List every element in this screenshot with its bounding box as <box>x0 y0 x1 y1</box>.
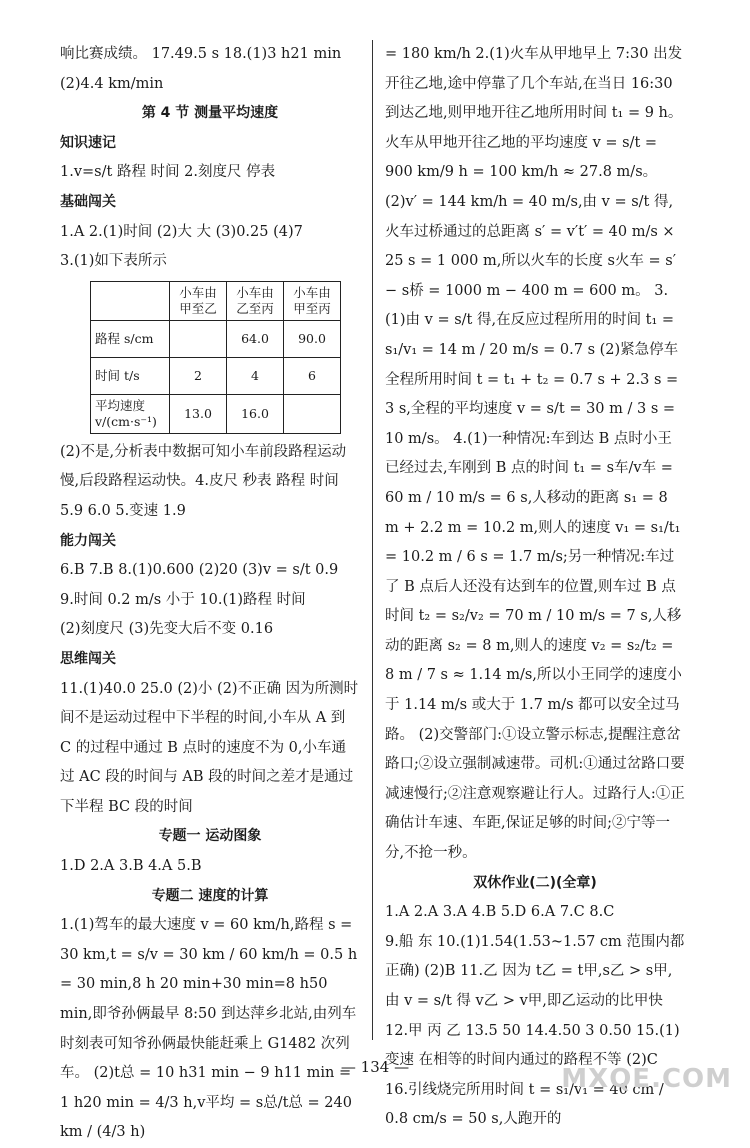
answer-line: 9.时间 0.2 m/s 小于 10.(1)路程 时间 <box>60 591 306 608</box>
table-cell: 6 <box>284 357 341 394</box>
left-column <box>60 40 360 1148</box>
table-row <box>91 357 341 394</box>
subheading-ability: 能力闯关 <box>60 532 116 549</box>
table-cell: 90.0 <box>284 320 341 357</box>
table-row <box>91 320 341 357</box>
table-cell: 时间 t/s <box>91 357 170 394</box>
answer-paragraph: = 180 km/h 2.(1)火车从甲地早上 7:30 出发开往乙地,途中停靠了几个车站,在当日 16:30 到达乙地,则甲地开往乙地所用时间 t₁ = 9 h。火车从甲地开往乙地的平均速度 v = s/t = 900 km/9 h = 100 km/h ≈ 27.8 m/s。(2)v′ = 144 km/h = 40 m/s,由 v = s/t 得,火车过桥通过的总距离 s′ = v′t′ = 40 m/s × 25 s = 1 000 m,所以火车的长度 s火车 = s′ − s桥 = 1000 m − 400 m = 600 m。 3.(1)由 v = s/t 得,在反应过程所用的时间 t₁ = s₁/v₁ = 14 m / 20 m/s = 0.7 s (2)紧急停车全程所用时间 t = t₁ + t₂ = 0.7 s + 2.3 s = 3 s,全程的平均速度 v = s/t = 30 m / 3 s = 10 m/s。 4.(1)一种情况:车到达 B 点时小王已经过去,车刚到 B 点的时间 t₁ = s车/v车 = 60 m / 10 m/s = 6 s,人移动的距离 s₁ = 8 m + 2.2 m = 10.2 m,则人的速度 v₁ = s₁/t₁ = 10.2 m / 6 s = 1.7 m/s;另一种情况:车过了 B 点后人还没有达到车的位置,则车过 B 点时间 t₂ = s₂/v₂ = 70 m / 10 m/s = 7 s,人移动的距离 s₂ = 8 m,则人的速度 v₂ = s₂/t₂ = 8 m / 7 s ≈ 1.14 m/s,所以小王同学的速度小于 1.14 m/s 或大于 1.7 m/s 都可以安全过马路。 (2)交警部门:①设立警示标志,提醒注意岔路口;②设立强制减速带。司机:①通过岔路口要减速慢行;②注意观察避让行人。过路行人:①正确估计车速、车距,保证足够的时间;②宁等一分,不抢一秒。 <box>385 46 685 862</box>
subheading-knowledge: 知识速记 <box>60 134 116 151</box>
table-cell: 64.0 <box>227 320 284 357</box>
watermark-logo: MXQE.COM <box>561 1064 732 1094</box>
answer-line: 1.A 2.(1)时间 (2)大 大 (3)0.25 (4)7 <box>60 223 303 240</box>
weekend-title: 双休作业(二)(全章) <box>473 874 597 891</box>
answer-line: 1.A 2.A 3.A 4.B 5.D 6.A 7.C 8.C <box>385 904 615 921</box>
answer-line: (2)刻度尺 (3)先变大后不变 0.16 <box>60 621 274 638</box>
table-cell: 平均速度 v/(cm·s⁻¹) <box>91 394 170 433</box>
answer-paragraph: 9.船 东 10.(1)1.54(1.53~1.57 cm 范围内都正确) (2)B 11.乙 因为 t乙 = t甲,s乙 > s甲,由 v = s/t 得 v乙 > v甲,即乙运动的比甲快 12.甲 丙 乙 13.5 50 14.4.50 3 0.50 15.(1)变速 在相等的时间内通过的路程不等 (2)C 16.引线烧完所用时间 t = s₁/v₁ = 40 cm / 0.8 cm/s = 50 s,人跑开的 <box>385 933 685 1128</box>
topic-title: 专题二 速度的计算 <box>151 887 269 904</box>
table-cell <box>170 320 227 357</box>
answer-line: 1.v=s/t 路程 时间 2.刻度尺 停表 <box>60 164 276 181</box>
table-cell: 路程 s/cm <box>91 320 170 357</box>
table-header-row <box>91 281 341 320</box>
answer-paragraph: (2)不是,分析表中数据可知小车前段路程运动慢,后段路程运动快。4.皮尺 秒表 路程 时间 5.9 6.0 5.变速 1.9 <box>60 443 347 519</box>
answer-line: 响比赛成绩。 17.49.5 s 18.(1)3 h21 min <box>60 46 342 62</box>
subheading-thinking: 思维闯关 <box>60 650 116 667</box>
answer-line: 6.B 7.B 8.(1)0.600 (2)20 (3)v = s/t 0.9 <box>60 562 339 579</box>
table-cell <box>91 281 170 320</box>
table-cell: 13.0 <box>170 394 227 433</box>
table-row <box>91 394 341 433</box>
answer-line: 1.D 2.A 3.B 4.A 5.B <box>60 858 202 875</box>
table-cell: 小车由甲至乙 <box>170 281 227 320</box>
table-cell <box>284 394 341 433</box>
section-title: 第 4 节 测量平均速度 <box>141 105 279 122</box>
subheading-basic: 基础闯关 <box>60 193 116 210</box>
topic-title: 专题一 运动图象 <box>158 828 262 845</box>
answer-paragraph: 11.(1)40.0 25.0 (2)小 (2)不正确 因为所测时间不是运动过程中下半程的时间,小车从 A 到 C 的过程中通过 B 点时的速度不为 0,小车通过 AC 段的时间与 AB 段的时间之差才是通过下半程 BC 段的时间 <box>60 680 359 815</box>
column-divider <box>372 40 373 1040</box>
data-table <box>90 281 341 434</box>
answer-line: 3.(1)如下表所示 <box>60 253 167 270</box>
table-cell: 2 <box>170 357 227 394</box>
page-number: — 134 — <box>340 1058 410 1076</box>
answer-paragraph: 1.(1)驾车的最大速度 v = 60 km/h,路程 s = 30 km,t = s/v = 30 km / 60 km/h = 0.5 h = 30 min,8 h 20 min+30 min=8 h50 min,即爷孙俩最早 8:50 到达萍乡北站,由列车时刻表可知爷孙俩最快能赶乘上 G1482 次列车。 (2)t总 = 10 h31 min − 9 h11 min = 1 h20 min = 4/3 h,v平均 = s总/t总 = 240 km / (4/3 h) <box>60 917 358 1141</box>
table-cell: 4 <box>227 357 284 394</box>
table-cell: 小车由乙至丙 <box>227 281 284 320</box>
answer-line: (2)4.4 km/min <box>60 75 164 92</box>
table-cell: 16.0 <box>227 394 284 433</box>
table-cell: 小车由甲至丙 <box>284 281 341 320</box>
right-column <box>385 40 685 1135</box>
